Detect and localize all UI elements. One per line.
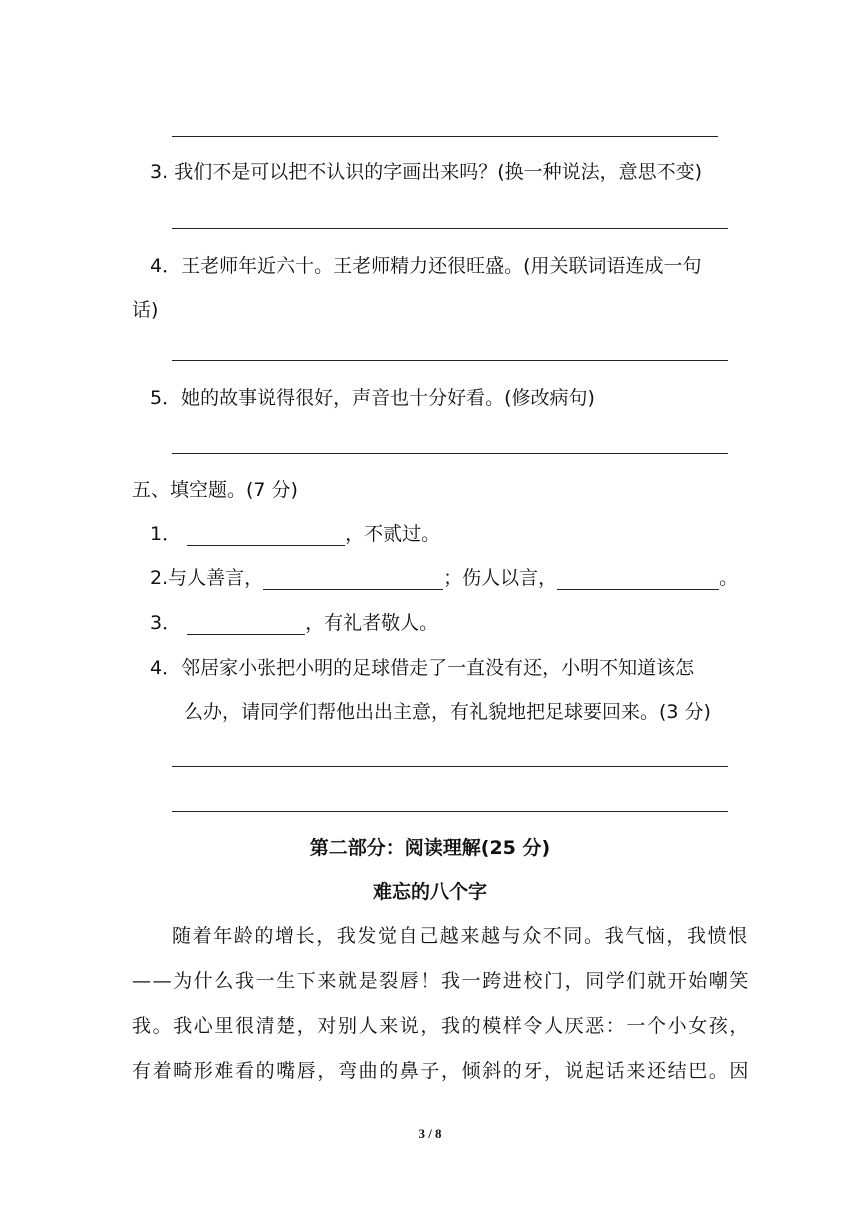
answer-blank[interactable] bbox=[187, 614, 305, 635]
page-number: 3 / 8 bbox=[418, 1126, 442, 1141]
passage-line: 我。我心里很清楚，对别人来说，我的模样令人厌恶：一个小女孩， bbox=[132, 1015, 751, 1037]
question-text: ；伤人以言， bbox=[443, 567, 558, 589]
passage-line: 有着畸形难看的嘴唇，弯曲的鼻子，倾斜的牙，说起话来还结巴。因 bbox=[132, 1060, 751, 1082]
question-text-continued: 么办，请同学们帮他出出主意，有礼貌地把足球要回来。(3 分) bbox=[184, 701, 711, 723]
question-text: ，有礼者敬人。 bbox=[305, 612, 439, 634]
answer-blank[interactable] bbox=[557, 569, 719, 590]
question-text: 王老师年近六十。王老师精力还很旺盛。(用关联词语连成一句 bbox=[181, 255, 702, 277]
question-text: 我们不是可以把不认识的字画出来吗？(换一种说法，意思不变) bbox=[174, 161, 703, 183]
answer-line bbox=[172, 228, 728, 229]
passage-line: ——为什么我一生下来就是裂唇！我一跨进校门，同学们就开始嘲笑 bbox=[132, 970, 751, 992]
fill-question-4 bbox=[150, 656, 694, 680]
question-text: 。 bbox=[719, 567, 739, 589]
article-title: 难忘的八个字 bbox=[372, 881, 487, 903]
passage-line: 随着年龄的增长，我发觉自己越来越与众不同。我气恼，我愤恨 bbox=[172, 925, 749, 947]
fill-question-3 bbox=[150, 611, 438, 635]
fill-question-1 bbox=[150, 522, 440, 546]
question-4-3 bbox=[150, 160, 702, 184]
answer-blank[interactable] bbox=[263, 569, 443, 590]
fill-question-2 bbox=[150, 566, 738, 590]
question-4-4 bbox=[150, 254, 702, 278]
question-number: 5． bbox=[150, 387, 182, 409]
question-number: 3. bbox=[150, 161, 169, 183]
section-title: 五、填空题。(7 分) bbox=[132, 479, 298, 501]
question-text: 邻居家小张把小明的足球借走了一直没有还，小明不知道该怎 bbox=[181, 657, 695, 679]
question-number: 3． bbox=[150, 612, 182, 634]
answer-line bbox=[172, 360, 728, 361]
part-heading: 第二部分：阅读理解(25 分) bbox=[309, 837, 551, 859]
answer-line bbox=[172, 136, 718, 137]
question-number: 2. bbox=[150, 567, 169, 589]
question-number: 4． bbox=[150, 255, 182, 277]
answer-line bbox=[172, 453, 728, 454]
answer-line bbox=[172, 766, 728, 767]
question-number: 1． bbox=[150, 523, 182, 545]
question-text-continued: 话) bbox=[132, 299, 159, 321]
answer-line bbox=[172, 811, 728, 812]
question-text: 与人善言， bbox=[168, 567, 264, 589]
answer-blank[interactable] bbox=[187, 525, 345, 546]
question-text: 她的故事说得很好，声音也十分好看。(修改病句) bbox=[181, 387, 595, 409]
question-4-5 bbox=[150, 386, 595, 410]
question-number: 4． bbox=[150, 657, 182, 679]
question-text: ，不贰过。 bbox=[345, 523, 441, 545]
